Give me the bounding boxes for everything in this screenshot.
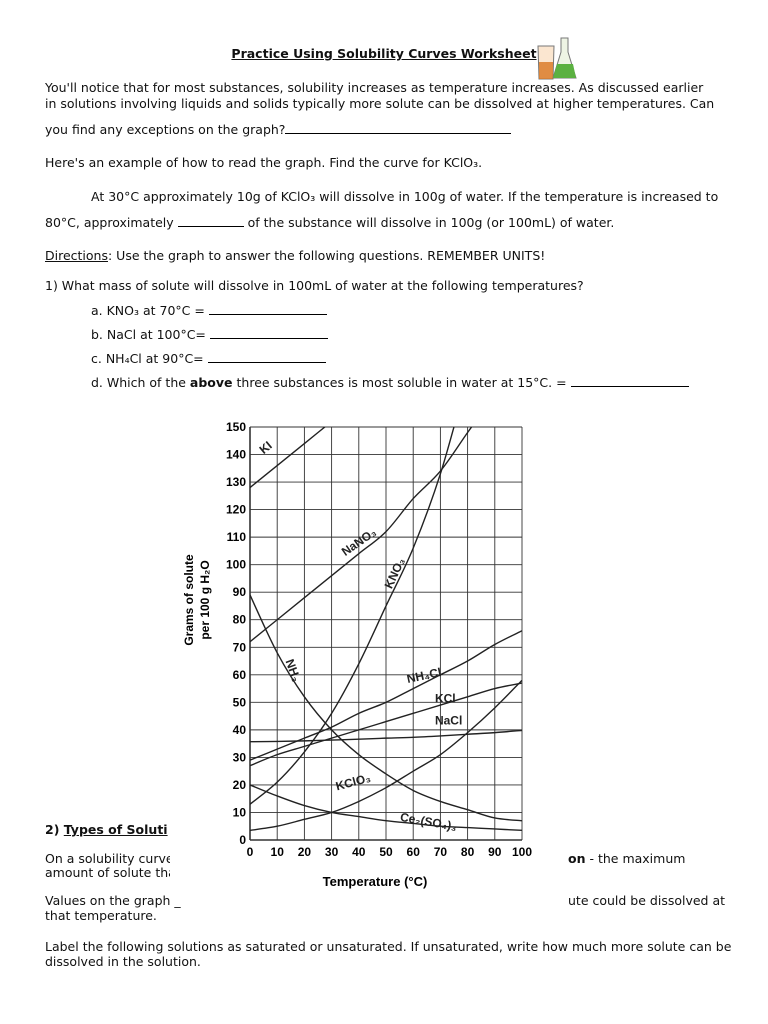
y-tick-label: 20 [232, 777, 246, 792]
question-1d: d. Which of the above three substances is most soluble in water at 15°C. = [91, 374, 689, 390]
curve-labels [257, 438, 463, 833]
y-tick-label: 30 [232, 750, 246, 765]
example-line-3: 80°C, approximately of the substance will dissolve in 100g (or 100mL) of water. [45, 215, 615, 230]
solubility-chart [170, 412, 560, 897]
y-tick-label: 10 [232, 805, 246, 820]
section-2-p1b: amount of solute that [45, 865, 181, 880]
curve-label: KI [256, 438, 275, 457]
y-tick-label: 90 [232, 585, 246, 600]
section-2-p1-right: on - the maximum [568, 851, 686, 866]
x-tick-label: 30 [324, 845, 339, 859]
x-tick-label: 60 [406, 845, 420, 859]
x-tick-label: 20 [297, 845, 312, 859]
chart-grid [250, 427, 522, 840]
intro-line-2: in solutions involving liquids and solids typically more solute can be dissolved at higher temperatures. Can [45, 96, 715, 111]
y-tick-label: 140 [225, 447, 246, 462]
y-tick-label: 80 [232, 612, 246, 627]
answer-blank-exceptions[interactable] [285, 121, 511, 134]
x-tick-label: 90 [488, 845, 502, 859]
answer-blank-1d[interactable] [571, 374, 689, 387]
y-tick-label: 130 [225, 475, 246, 490]
curve-label: NaNO₃ [338, 525, 379, 559]
curve-label: KNO₃ [381, 555, 408, 591]
x-axis-label: Temperature (°C) [322, 874, 428, 889]
y-tick-label: 40 [232, 722, 246, 737]
example-line-1: Here's an example of how to read the graph. Find the curve for KClO₃. [45, 155, 483, 170]
intro-line-3: you find any exceptions on the graph? [45, 121, 511, 137]
curve-label: NH₄Cl [405, 665, 443, 686]
x-tick-label: 80 [460, 845, 475, 859]
curve-label: KClO₃ [334, 770, 373, 794]
y-tick-label: 100 [225, 557, 246, 572]
curve-label: KCl [434, 691, 456, 706]
question-1b: b. NaCl at 100°C= [91, 326, 328, 342]
page-title: Practice Using Solubility Curves Worksheet [231, 46, 537, 61]
question-1a: a. KNO₃ at 70°C = [91, 302, 327, 318]
y-axis-label-1: Grams of solute [182, 554, 196, 646]
section-2-p3b: dissolved in the solution. [45, 954, 201, 969]
y-axis-label-2: per 100 g H₂O [198, 560, 212, 640]
answer-blank-1a[interactable] [209, 302, 327, 315]
curve-label: Ce₂(SO₄)₃ [399, 809, 458, 834]
y-tick-label: 50 [232, 695, 246, 710]
x-tick-label: 40 [352, 845, 366, 859]
section-2-heading: 2) Types of Soluti [45, 822, 168, 837]
y-tick-label: 150 [225, 420, 246, 434]
y-tick-label: 70 [232, 640, 246, 655]
y-tick-label: 0 [239, 833, 246, 847]
example-line-2: At 30°C approximately 10g of KClO₃ will dissolve in 100g of water. If the temperature is increased to [91, 189, 719, 204]
answer-blank-1c[interactable] [208, 350, 326, 363]
y-tick-label: 120 [225, 502, 246, 517]
answer-blank-1b[interactable] [210, 326, 328, 339]
x-tick-label: 70 [433, 845, 448, 859]
x-tick-label: 100 [511, 845, 533, 859]
x-tick-labels [247, 845, 533, 859]
y-tick-label: 110 [226, 530, 246, 545]
y-tick-labels [226, 420, 246, 847]
question-1c: c. NH₄Cl at 90°C= [91, 350, 326, 366]
curve-label: NaCl [434, 713, 463, 728]
directions: Directions: Use the graph to answer the following questions. REMEMBER UNITS! [45, 248, 546, 263]
intro-line-1: You'll notice that for most substances, solubility increases as temperature increases. As discussed earlier [45, 80, 704, 95]
x-tick-label: 0 [246, 845, 254, 859]
section-2-p1a: On a solubility curve, [45, 851, 178, 866]
x-tick-label: 10 [270, 845, 284, 859]
section-2-p2b: that temperature. [45, 908, 157, 923]
section-2-p2a: Values on the graph _ [45, 893, 181, 908]
y-tick-label: 60 [232, 667, 246, 682]
x-tick-label: 50 [379, 845, 393, 859]
answer-blank-kclo3[interactable] [178, 214, 244, 227]
section-2-p2-right: ute could be dissolved at [568, 893, 726, 908]
curve-label: NH₃ [282, 657, 304, 684]
question-1: 1) What mass of solute will dissolve in 100mL of water at the following temperatures? [45, 278, 584, 293]
section-2-p3a: Label the following solutions as saturated or unsaturated. If unsaturated, write how much more solute can be [45, 939, 732, 954]
